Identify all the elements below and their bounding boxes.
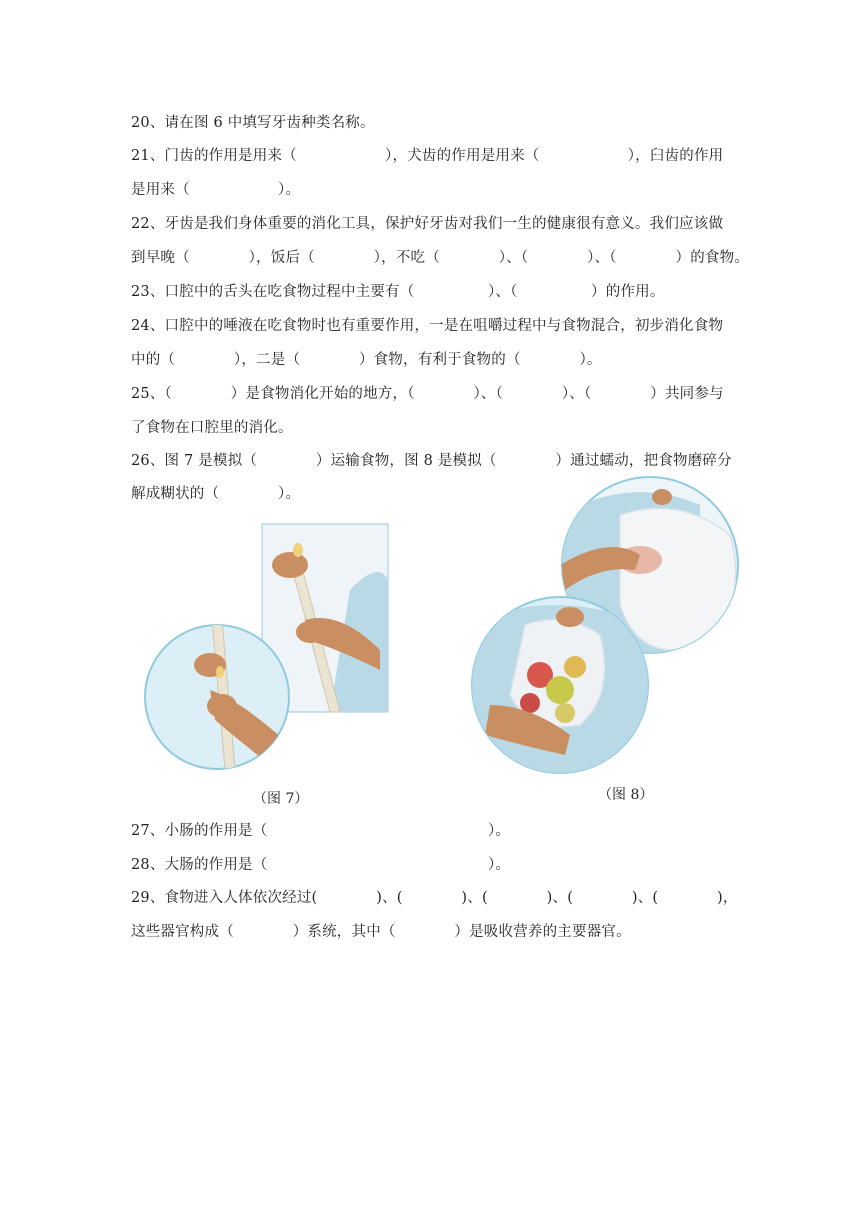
question-21-line-2: 是用来（ ）。: [131, 182, 301, 198]
question-27: 27、小肠的作用是（ ）。: [131, 823, 511, 839]
question-25-line-2: 了食物在口腔里的消化。: [131, 420, 293, 436]
question-21-line-1: 21、门齿的作用是用来（ ），犬齿的作用是用来（ ），臼齿的作用: [131, 148, 724, 164]
question-20: 20、请在图 6 中填写牙齿种类名称。: [131, 115, 375, 131]
question-29-line-1: 29、食物进入人体依次经过( )、( )、( )、( )、( )，: [131, 890, 738, 906]
question-24-line-1: 24、口腔中的唾液在吃食物时也有重要作用，一是在咀嚼过程中与食物混合，初步消化食物: [131, 318, 724, 334]
question-23: 23、口腔中的舌头在吃食物过程中主要有（ ）、（ ）的作用。: [131, 284, 665, 300]
question-25-line-1: 25、（ ）是食物消化开始的地方，（ ）、（ ）、（ ）共同参与: [131, 386, 724, 402]
figure-8-caption: （图 8）: [598, 787, 654, 803]
figure-8-image: [470, 475, 750, 775]
question-28: 28、大肠的作用是（ ）。: [131, 857, 511, 873]
question-22-line-2: 到早晚（ ），饭后（ ），不吃（ ）、（ ）、（ ）的食物。: [131, 250, 749, 266]
question-24-line-2: 中的（ ），二是（ ）食物，有利于食物的（ ）。: [131, 352, 602, 368]
question-29-line-2: 这些器官构成（ ）系统，其中（ ）是吸收营养的主要器官。: [131, 924, 631, 940]
question-26-line-2: 解成糊状的（ ）。: [131, 486, 301, 502]
question-22-line-1: 22、牙齿是我们身体重要的消化工具，保护好牙齿对我们一生的健康很有意义。我们应该做: [131, 216, 724, 232]
question-26-line-1: 26、图 7 是模拟（ ）运输食物，图 8 是模拟（ ）通过蠕动，把食物磨碎分: [131, 453, 732, 469]
figure-7-caption: （图 7）: [253, 791, 309, 807]
figure-7-image: [140, 520, 400, 780]
